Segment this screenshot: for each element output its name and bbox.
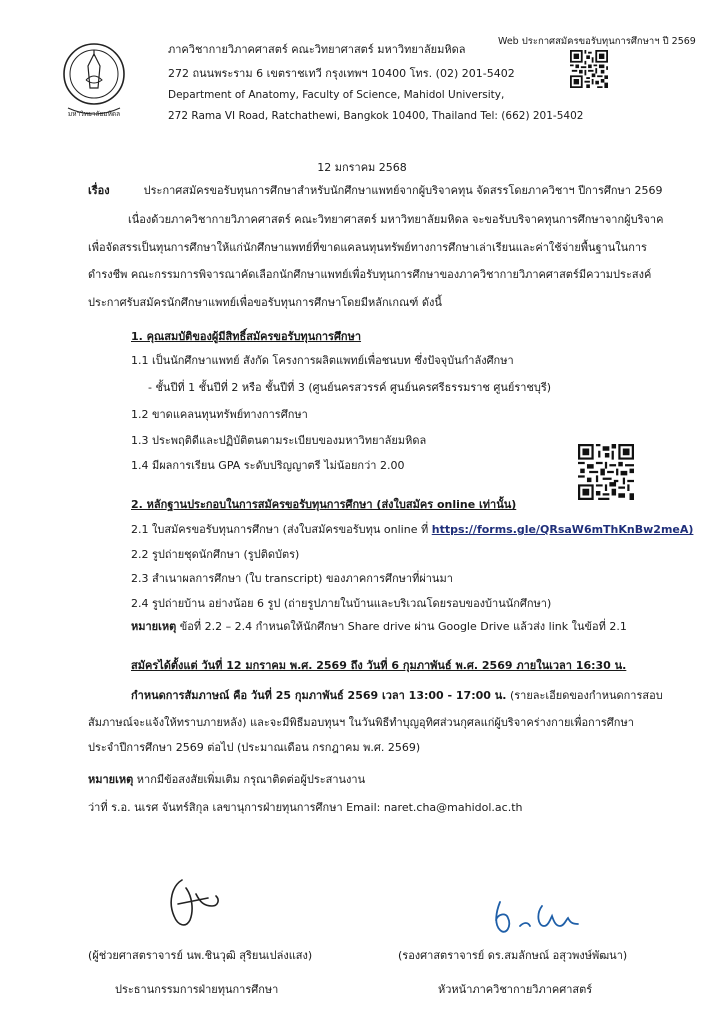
header-english-line-1: Department of Anatomy, Faculty of Science, Mahidol University, bbox=[168, 89, 505, 101]
section-1-item-1-sub: - ชั้นปีที่ 1 ชั้นปีที่ 2 หรือ ชั้นปีที่ 3 (ศูนย์นครสวรรค์ ศูนย์นครศรีธรรมราช ศูนย์ราชบุรี) bbox=[148, 381, 552, 394]
document-date: 12 มกราคม 2568 bbox=[317, 161, 407, 174]
header-english-line-2: 272 Rama VI Road, Ratchathewi, Bangkok 10400, Thailand Tel: (662) 201-5402 bbox=[168, 110, 584, 122]
subject-label: เรื่อง bbox=[88, 184, 110, 197]
interview-detail: (รายละเอียดของกำหนดการสอบ bbox=[509, 689, 663, 702]
contact-note-text: หากมีข้อสงสัยเพิ่มเติม กรุณาติดต่อผู้ประสานงาน bbox=[136, 773, 366, 786]
left-signature-image bbox=[160, 876, 224, 934]
right-signatory-title: หัวหน้าภาควิชากายวิภาคศาสตร์ bbox=[438, 983, 593, 996]
section-2-item-1-text: 2.1 ใบสมัครขอรับทุนการศึกษา (ส่งใบสมัครขอรับทุน online ที่ bbox=[131, 523, 429, 536]
seal-caption: มหาวิทยาลัยมหิดล bbox=[67, 110, 121, 118]
section-2-note-text: ข้อที่ 2.2 – 2.4 กำหนดให้นักศึกษา Share drive ผ่าน Google Drive แล้วส่ง link ในข้อที่ 2.1 bbox=[179, 620, 627, 633]
right-signatory-name: (รองศาสตราจารย์ ดร.สมลักษณ์ อสุวพงษ์พัฒนา) bbox=[398, 949, 628, 962]
qr-code-icon bbox=[578, 444, 634, 500]
right-signature-image bbox=[486, 896, 584, 938]
section-2-heading: 2. หลักฐานประกอบในการสมัครขอรับทุนการศึกษา (ส่งใบสมัคร online เท่านั้น) bbox=[131, 498, 517, 511]
application-form-link[interactable]: https://forms.gle/QRsaW6mThKnBw2meA) bbox=[431, 523, 694, 536]
interview-line-3: ประจำปีการศึกษา 2569 ต่อไป (ประมาณเดือน กรกฎาคม พ.ศ. 2569) bbox=[88, 741, 421, 754]
coordinator-contact: ว่าที่ ร.อ. นเรศ จันทร์สิกุล เลขานุการฝ่ายทุนการศึกษา Email: naret.cha@mahidol.ac.th bbox=[88, 801, 523, 814]
interview-line-2: สัมภาษณ์จะแจ้งให้ทราบภายหลัง) และจะมีพิธีมอบทุนฯ ในวันพิธีทำบุญอุทิศส่วนกุศลแก่ผู้บริจาคร่างกายเพื่อการศึกษา bbox=[88, 716, 634, 729]
web-announcement-note: Web ประกาศสมัครขอรับทุนการศึกษาฯ ปี 2569 bbox=[498, 36, 696, 47]
section-2-item-1 bbox=[131, 520, 693, 538]
section-2-item-2: 2.2 รูปถ่ายชุดนักศึกษา (รูปติดบัตร) bbox=[131, 548, 300, 561]
contact-note bbox=[88, 770, 365, 788]
subject-line bbox=[88, 181, 662, 199]
section-2-note-label: หมายเหตุ bbox=[131, 620, 177, 633]
qr-code-icon bbox=[570, 50, 608, 88]
section-1-item-4: 1.4 มีผลการเรียน GPA ระดับปริญญาตรี ไม่น้อยกว่า 2.00 bbox=[131, 459, 405, 472]
application-deadline: สมัครได้ตั้งแต่ วันที่ 12 มกราคม พ.ศ. 2569 ถึง วันที่ 6 กุมภาพันธ์ พ.ศ. 2569 ภายในเวลา 16:30 น. bbox=[131, 659, 627, 672]
section-1-heading: 1. คุณสมบัติของผู้มีสิทธิ์สมัครขอรับทุนการศึกษา bbox=[131, 330, 362, 343]
section-2-item-4: 2.4 รูปถ่ายบ้าน อย่างน้อย 6 รูป (ถ่ายรูปภายในบ้านและบริเวณโดยรอบของบ้านนักศึกษา) bbox=[131, 597, 552, 610]
section-2-note bbox=[131, 617, 627, 635]
section-2-item-3: 2.3 สำเนาผลการศึกษา (ใบ transcript) ของภาคการศึกษาที่ผ่านมา bbox=[131, 572, 453, 585]
header-thai-line-2: 272 ถนนพระราม 6 เขตราชเทวี กรุงเทพฯ 10400 โทร. (02) 201-5402 bbox=[168, 67, 515, 80]
section-1-item-3: 1.3 ประพฤติดีและปฏิบัติตนตามระเบียบของมหาวิทยาลัยมหิดล bbox=[131, 434, 427, 447]
left-signatory-name: (ผู้ช่วยศาสตราจารย์ นพ.ชินวุฒิ สุริยนเปล่งแสง) bbox=[88, 949, 313, 962]
contact-note-label: หมายเหตุ bbox=[88, 773, 134, 786]
intro-paragraph: เนื่องด้วยภาควิชากายวิภาคศาสตร์ คณะวิทยาศาสตร์ มหาวิทยาลัยมหิดล จะขอรับบริจาคทุนการศึกษาจากผู้บริจาคเพื่อจัดสรรเป็นทุนการศึกษาให้แก่นักศึกษาแพทย์ที่ขาดแคลนทุนทรัพย์ทางการศึกษาเล่าเรียนและค่าใช้จ่ายพื้นฐานในการดำรงชีพ คณะกรรมการพิจารณาคัดเลือกนักศึกษาแพทย์เพื่อรับทุนการศึกษาของภาควิชากายวิภาคศาสตร์มีความประสงค์ประกาศรับสมัครนักศึกษาแพทย์เพื่อขอรับทุนการศึกษาโดยมีหลักเกณฑ์ ดังนี้ bbox=[88, 213, 664, 309]
interview-date: กำหนดการสัมภาษณ์ คือ วันที่ 25 กุมภาพันธ์ 2569 เวลา 13:00 - 17:00 น. bbox=[131, 689, 507, 702]
mahidol-seal-logo bbox=[62, 36, 126, 122]
subject-text: ประกาศสมัครขอรับทุนการศึกษาสำหรับนักศึกษาแพทย์จากผู้บริจาคทุน จัดสรรโดยภาควิชาฯ ปีการศึกษา 2569 bbox=[143, 184, 663, 197]
interview-line-1 bbox=[131, 686, 663, 704]
section-1-item-1: 1.1 เป็นนักศึกษาแพทย์ สังกัด โครงการผลิตแพทย์เพื่อชนบท ซึ่งปัจจุบันกำลังศึกษา bbox=[131, 354, 514, 367]
header-thai-line-1: ภาควิชากายวิภาคศาสตร์ คณะวิทยาศาสตร์ มหาวิทยาลัยมหิดล bbox=[168, 43, 466, 56]
left-signatory-title: ประธานกรรมการฝ่ายทุนการศึกษา bbox=[115, 983, 279, 996]
section-1-item-2: 1.2 ขาดแคลนทุนทรัพย์ทางการศึกษา bbox=[131, 408, 308, 421]
